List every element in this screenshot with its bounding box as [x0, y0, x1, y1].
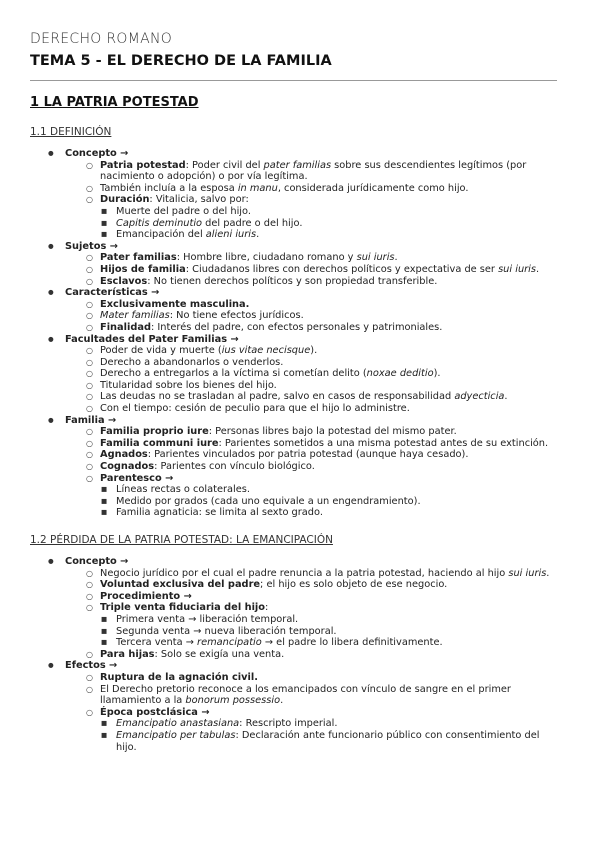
term: Agnados	[100, 449, 148, 461]
list-item	[100, 496, 552, 508]
text: Derecho a entregarlos a la víctima si cometían delito (	[100, 368, 367, 380]
item-label: Características →	[65, 287, 160, 299]
list-item-sujetos	[30, 241, 552, 287]
text: : Personas libres bajo la potestad del mismo pater.	[208, 426, 457, 438]
text: Primera venta → liberación temporal.	[116, 613, 299, 625]
text: Tercera venta →	[116, 637, 198, 649]
page-title: TEMA 5 - EL DERECHO DE LA FAMILIA	[30, 53, 332, 69]
text: También incluía a la esposa	[100, 182, 238, 194]
list-item	[65, 345, 552, 357]
term: Pater familias	[100, 252, 177, 264]
list-item	[65, 160, 552, 183]
list-item	[65, 426, 552, 438]
list-item	[65, 707, 552, 753]
list-item	[65, 391, 552, 403]
term: Patria potestad	[100, 159, 186, 171]
text: .	[256, 229, 260, 241]
text: Titularidad sobre los bienes del hijo.	[100, 379, 277, 391]
list-item	[65, 403, 552, 415]
item-label: Efectos →	[65, 660, 118, 672]
term: Hijos de familia	[100, 263, 186, 275]
latin-term: bonorum possessio	[185, 695, 281, 707]
section-heading: 1 LA PATRIA POTESTAD	[30, 95, 199, 110]
text: : Rescripto imperial.	[239, 718, 338, 730]
emancipacion-list	[30, 556, 552, 753]
term: Para hijas	[100, 648, 155, 660]
term: Finalidad	[100, 321, 151, 333]
latin-term: noxae deditio	[366, 368, 434, 380]
text: .	[536, 263, 540, 275]
list-item	[65, 449, 552, 461]
list-item-facultades	[30, 334, 552, 415]
latin-term: sui iuris	[498, 263, 537, 275]
text: : Vitalicia, salvo por:	[149, 194, 249, 206]
item-label: Concepto →	[65, 148, 129, 159]
list-item	[100, 229, 552, 241]
divider	[30, 80, 557, 81]
item-label: Concepto →	[65, 556, 129, 567]
latin-term: remancipatio	[197, 637, 262, 649]
text: ).	[433, 368, 441, 380]
list-item	[65, 591, 552, 603]
text: : Parientes sometidos a una misma potestad antes de su extinción.	[218, 437, 549, 449]
latin-term: Capitis deminutio	[116, 217, 203, 229]
subsection-heading-emancipacion: 1.2 PÉRDIDA DE LA PATRIA POTESTAD: LA EMANCIPACIÓN	[30, 534, 333, 546]
latin-term: alieni iuris	[205, 229, 257, 241]
text: del padre o del hijo.	[202, 217, 303, 229]
text: Negocio jurídico por el cual el padre renuncia a la patria potestad, haciendo al hijo	[100, 567, 509, 579]
term: Procedimiento →	[100, 590, 192, 602]
latin-term: pater familias	[263, 159, 332, 171]
term: Esclavos	[100, 275, 148, 287]
text: , considerada jurídicamente como hijo.	[277, 182, 469, 194]
latin-term: sui iuris	[508, 567, 547, 579]
list-item	[65, 473, 552, 519]
text: Emancipación del	[116, 229, 206, 241]
term: Exclusivamente masculina.	[100, 298, 250, 310]
item-label: Sujetos →	[65, 240, 118, 252]
subsection-heading-definicion: 1.1 DEFINICIÓN	[30, 126, 112, 138]
term: Triple venta fiduciaria del hijo	[100, 602, 266, 614]
list-item	[65, 264, 552, 276]
text: : No tienen derechos políticos y son propiedad transferible.	[147, 275, 438, 287]
text: Con el tiempo: cesión de peculio para que el hijo lo administre.	[100, 403, 410, 415]
text: .	[504, 391, 508, 403]
text: : Parientes con vínculo biológico.	[154, 461, 315, 473]
item-label: Facultades del Pater Familias →	[65, 333, 239, 345]
term: Ruptura de la agnación civil.	[100, 671, 258, 683]
list-item	[100, 718, 552, 730]
text: : Hombre libre, ciudadano romano y	[176, 252, 357, 264]
list-item	[65, 461, 552, 473]
list-item	[65, 252, 552, 264]
list-item	[65, 299, 552, 311]
list-item	[65, 310, 552, 322]
list-item	[100, 626, 552, 638]
list-item	[65, 438, 552, 450]
list-item	[100, 614, 552, 626]
list-item	[100, 637, 552, 649]
list-item	[65, 579, 552, 591]
latin-term: in manu	[237, 182, 278, 194]
text: .	[546, 567, 550, 579]
text: Familia agnaticia: se limita al sexto grado.	[116, 507, 323, 519]
list-item	[65, 183, 552, 195]
text: → el padre lo libera definitivamente.	[261, 637, 443, 649]
text: ; el hijo es solo objeto de ese negocio.	[260, 579, 448, 591]
text: .	[394, 252, 398, 264]
text: : No tiene efectos jurídicos.	[169, 310, 304, 322]
list-item	[65, 649, 552, 661]
list-item-familia	[30, 415, 552, 519]
latin-term: Emancipatio per tabulas	[116, 729, 236, 741]
text: Derecho a abandonarlos o venderlos.	[100, 356, 284, 368]
text: Las deudas no se trasladan al padre, salvo en casos de responsabilidad	[100, 391, 455, 403]
definicion-list	[30, 148, 552, 519]
text: : Solo se exigía una venta.	[154, 648, 285, 660]
latin-term: Mater familias	[100, 310, 170, 322]
text: Muerte del padre o del hijo.	[116, 205, 251, 217]
list-item	[65, 380, 552, 392]
list-item-caracteristicas	[30, 287, 552, 333]
list-item	[65, 672, 552, 684]
latin-term: adyecticia	[454, 391, 505, 403]
list-item	[100, 206, 552, 218]
text: Medido por grados (cada uno equivale a un engendramiento).	[116, 495, 421, 507]
latin-term: ius vitae necisque	[221, 345, 311, 357]
text: Poder de vida y muerte (	[100, 345, 222, 357]
text: .	[280, 695, 284, 707]
list-item	[65, 357, 552, 369]
text: El Derecho pretorio reconoce a los emancipados con vínculo de sangre en el primer llamamiento a la	[100, 683, 511, 707]
list-item-efectos	[30, 660, 552, 753]
list-item	[100, 730, 552, 753]
list-item	[65, 194, 552, 240]
latin-term: sui iuris	[356, 252, 395, 264]
term: Familia communi iure	[100, 437, 219, 449]
list-item	[65, 322, 552, 334]
item-label: Familia →	[65, 414, 117, 426]
term: Parentesco →	[100, 472, 174, 484]
term: Voluntad exclusiva del padre	[100, 579, 261, 591]
list-item	[100, 218, 552, 230]
text: :	[265, 602, 269, 614]
text: : Declaración ante funcionario público con consentimiento del hijo.	[116, 729, 540, 753]
term: Duración	[100, 194, 150, 206]
list-item	[65, 568, 552, 580]
latin-term: Emancipatio anastasiana	[116, 718, 240, 730]
list-item	[100, 484, 552, 496]
list-item	[65, 602, 552, 648]
text: : Ciudadanos libres con derechos políticos y expectativa de ser	[185, 263, 499, 275]
term: Familia proprio iure	[100, 426, 209, 438]
list-item-concepto	[30, 148, 552, 241]
term: Cognados	[100, 461, 155, 473]
text: sobre sus descendientes legítimos (por nacimiento o adopción) o por vía legítima.	[100, 159, 527, 183]
list-item	[65, 684, 552, 707]
list-item	[65, 276, 552, 288]
list-item	[100, 507, 552, 519]
text: Segunda venta → nueva liberación temporal.	[116, 625, 337, 637]
text: : Parientes vinculados por patria potestad (aunque haya cesado).	[147, 449, 469, 461]
text: Líneas rectas o colaterales.	[116, 484, 251, 496]
term: Época postclásica →	[100, 706, 210, 718]
text: ).	[310, 345, 318, 357]
list-item	[65, 368, 552, 380]
list-item-concepto	[30, 556, 552, 660]
subject-heading: DERECHO ROMANO	[30, 31, 173, 47]
text: : Poder civil del	[185, 159, 264, 171]
text: : Interés del padre, con efectos personales y patrimoniales.	[151, 321, 443, 333]
